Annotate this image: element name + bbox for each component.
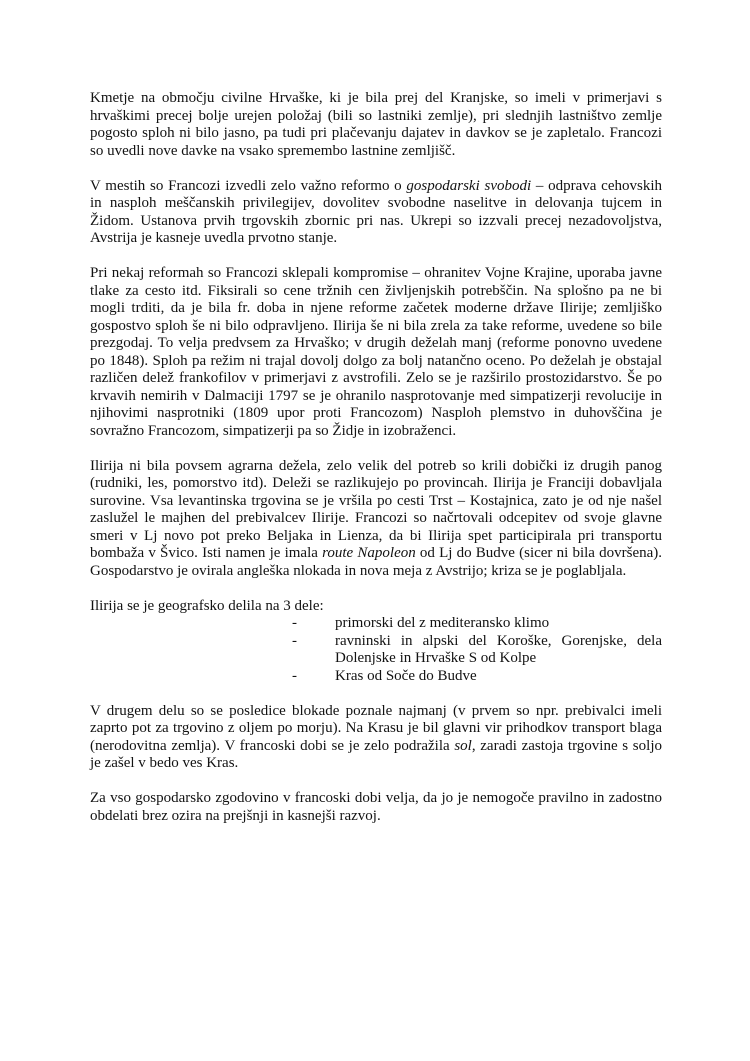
list-item bbox=[292, 667, 662, 686]
paragraph-gospodarska-svoboda bbox=[90, 178, 662, 248]
italic-run: route Napoleon bbox=[322, 545, 416, 561]
dash-bullet: - bbox=[292, 632, 297, 649]
italic-run: sol bbox=[454, 737, 472, 754]
paragraph-kompromisi-reforme bbox=[90, 265, 662, 440]
text-run: Za vso gospodarsko zgodovino v francoski dobi velja, da jo je nemogoče pravilno in zadostno obdelati brez ozira na prejšnji in kasnejši razvoj. bbox=[90, 790, 662, 824]
paragraph-agrarna-dezela bbox=[90, 458, 662, 581]
text-run: V drugem delu so se posledice blokade poznale najmanj (v prvem so npr. prebivalci imeli zaprto pot za trgovino z oljem po morju). Na Krasu je bil glavni vir prihodkov transport blaga (nerodovitna zemlja). V francoski dobi se je zelo podražila bbox=[90, 702, 662, 754]
list-item-text: ravninski in alpski del Koroške, Gorenjske, dela Dolenjske in Hrvaške S od Kolpe bbox=[335, 632, 662, 666]
geographic-parts-list bbox=[90, 615, 662, 685]
paragraph-blokada-kras bbox=[90, 703, 662, 773]
paragraph-zakljucek bbox=[90, 790, 662, 825]
list-item-text: Kras od Soče do Budve bbox=[335, 667, 477, 684]
text-run: Kmetje na območju civilne Hrvaške, ki je bila prej del Kranjske, so imeli v primerjavi s hrvaškimi precej bolje urejen položaj (bili so lastniki zemlje), pri slednjih lastništvo zemlje pogosto sploh ni bilo jasno, pa tudi pri plačevanju dajatev in davkov se je zapletalo. Francozi so uvedli nove davke na vsako spremembo lastnine zemljišč. bbox=[90, 90, 662, 159]
italic-run: gospodarski svobodi bbox=[406, 177, 532, 194]
text-run: , zaradi zastoja trgovine s soljo je zašel v bedo ves Kras. bbox=[90, 737, 662, 771]
paragraph-kmetje-hrvaska bbox=[90, 90, 662, 160]
list-item bbox=[292, 615, 662, 633]
list-item bbox=[292, 632, 662, 668]
text-run: od Lj do Budve (sicer ni bila dovršena). Gospodarstvo je ovirala angleška nlokada in nova meja z Avstrijo; kriza se je poglabljala. bbox=[90, 545, 663, 579]
text-run: – odprava cehovskih in nasploh meščanskih privilegijev, dovolitev svobodne naselitve in delovanja tujcem in Židom. Ustanova prvih trgovskih zbornic pri nas. Ukrepi so izzvali precej nezadovoljstva, Avstrija je kasneje uvedla prvotno stanje. bbox=[90, 177, 662, 246]
geo-list-intro: Ilirija se je geografsko delila na 3 dele: bbox=[90, 597, 324, 614]
text-run: Ilirija ni bila povsem agrarna dežela, zelo velik del potreb so krili dobički iz drugih panog (rudniki, les, pomorstvo itd). Deleži se razlikujejo po provincah. Ilirija je Franciji dobavljala surovine. Vsa levantinska trgovina se je vršila po cesti Trst – Kostajnica, zato je od nje našel zaslužel le majhen del prebivalcev Ilirije. Francozi so načrtovali odcepitev od svoje glavne smeri v Lj novo pot preko Beljaka in Lienza, da bi Ilirija spet participirala pri transportu bombaža v Švico. Isti namen je imala bbox=[90, 457, 662, 561]
dash-bullet: - bbox=[292, 667, 297, 684]
text-run: V mestih so Francozi izvedli zelo važno reformo o bbox=[90, 177, 407, 194]
list-item-text: primorski del z mediteransko klimo bbox=[335, 615, 550, 631]
dash-bullet: - bbox=[292, 615, 297, 631]
text-run: Pri nekaj reformah so Francozi sklepali kompromise – ohranitev Vojne Krajine, uporaba javne tlake za cesto itd. Fiksirali so cene tržnih cen življenjskih potrebščin. Na splošno pa ne bi mogli trditi, da je bila fr. doba in njene reforme začetek moderne države Ilirije; zemljiško gospostvo sploh še ni bilo odpravljeno. Ilirija še ni bila zrela za take reforme, uvedene so bile prezgodaj. To velja predvsem za Hrvaško; v drugih deželah manj (reforme ponovno uvedene po 1848). Sploh pa režim ni trajal dovolj dolgo za bolj natančno oceno. Po deželah je obstajal različen delež frankofilov v primerjavi z avstrofili. Zelo se je razširilo prostozidarstvo. Še po krvavih nemirih v Dalmaciji 1797 se je ohranilo nasprotovanje med simpatizerji revolucije in njihovimi nasprotniki (1809 upor proti Francozom) Nasploh plemstvo in duhovščina je sovražno Francozom, simpatizerji pa so Židje in izobraženci. bbox=[90, 265, 662, 439]
